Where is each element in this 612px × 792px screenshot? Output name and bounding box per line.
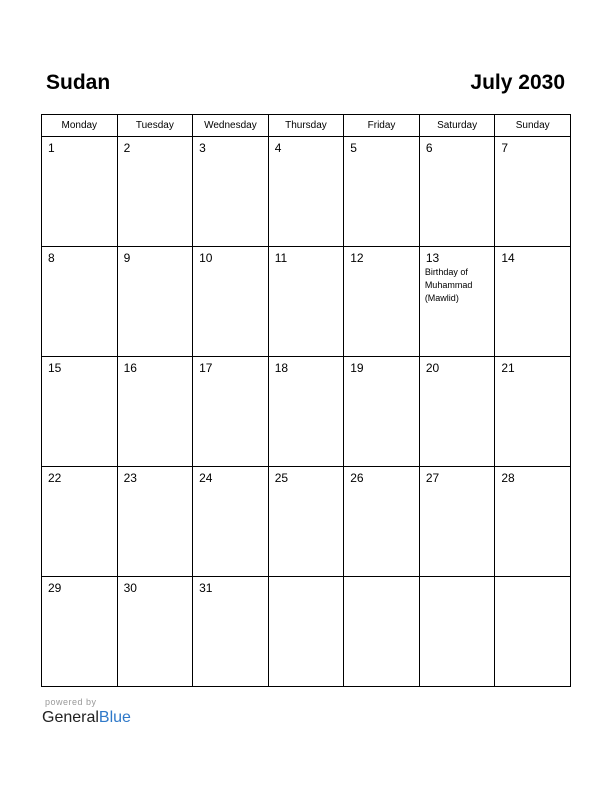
day-number: 9 xyxy=(123,251,131,265)
day-number xyxy=(269,577,344,581)
weekday-header: Friday xyxy=(344,115,420,137)
day-number xyxy=(344,577,419,581)
day-number: 16 xyxy=(123,361,137,375)
country-title: Sudan xyxy=(46,71,111,94)
day-number: 13 xyxy=(425,251,440,265)
day-cell xyxy=(117,137,193,247)
day-number: 23 xyxy=(123,471,137,485)
day-cell xyxy=(419,137,495,247)
day-cell xyxy=(344,577,420,687)
day-number: 2 xyxy=(123,141,131,155)
day-number: 22 xyxy=(48,471,62,485)
day-number: 17 xyxy=(199,361,213,375)
day-cell xyxy=(495,247,571,357)
day-number: 7 xyxy=(501,141,509,155)
week-row xyxy=(42,357,571,467)
day-cell xyxy=(193,137,269,247)
powered-by-text: powered by xyxy=(45,697,97,707)
holiday-label: Birthday of Muhammad (Mawlid) xyxy=(424,267,473,303)
week-row xyxy=(42,247,571,357)
day-cell xyxy=(344,247,420,357)
day-number xyxy=(420,577,495,581)
day-cell xyxy=(193,577,269,687)
weekday-header: Monday xyxy=(42,115,118,137)
weekday-header: Sunday xyxy=(495,115,571,137)
day-cell xyxy=(268,467,344,577)
day-cell xyxy=(193,357,269,467)
day-number: 4 xyxy=(274,141,282,155)
calendar-grid xyxy=(41,114,571,687)
day-number: 24 xyxy=(199,471,213,485)
day-number: 30 xyxy=(123,581,137,595)
week-row xyxy=(42,467,571,577)
weekday-header: Tuesday xyxy=(117,115,193,137)
day-number: 20 xyxy=(425,361,440,375)
day-number: 19 xyxy=(350,361,364,375)
day-number: 5 xyxy=(350,141,357,155)
day-number: 18 xyxy=(274,361,289,375)
day-cell xyxy=(42,137,118,247)
day-number: 31 xyxy=(199,581,213,595)
day-number: 21 xyxy=(501,361,515,375)
day-number: 28 xyxy=(501,471,515,485)
day-number: 27 xyxy=(425,471,440,485)
weekday-header: Wednesday xyxy=(193,115,269,137)
day-cell xyxy=(42,357,118,467)
day-cell xyxy=(117,577,193,687)
day-cell xyxy=(193,467,269,577)
day-cell xyxy=(117,467,193,577)
day-cell xyxy=(495,467,571,577)
month-title: July 2030 xyxy=(470,71,565,94)
weekday-header: Saturday xyxy=(419,115,495,137)
day-cell xyxy=(268,137,344,247)
weekday-header: Thursday xyxy=(268,115,344,137)
day-cell xyxy=(42,247,118,357)
day-number: 12 xyxy=(350,251,364,265)
weekday-header-row xyxy=(42,115,571,137)
day-cell xyxy=(419,577,495,687)
brand-logo[interactable] xyxy=(42,709,131,727)
day-cell xyxy=(42,467,118,577)
day-cell xyxy=(419,357,495,467)
day-cell xyxy=(495,357,571,467)
day-cell xyxy=(344,467,420,577)
day-number: 14 xyxy=(501,251,515,265)
footer xyxy=(42,697,131,727)
day-number: 10 xyxy=(199,251,213,265)
day-cell xyxy=(42,577,118,687)
day-cell xyxy=(117,247,193,357)
day-cell xyxy=(268,247,344,357)
week-row xyxy=(42,137,571,247)
day-cell xyxy=(268,357,344,467)
day-number: 25 xyxy=(274,471,289,485)
day-cell xyxy=(193,247,269,357)
day-cell xyxy=(344,137,420,247)
day-number: 6 xyxy=(425,141,433,155)
day-number: 15 xyxy=(48,361,62,375)
day-number: 8 xyxy=(48,251,55,265)
day-cell xyxy=(495,577,571,687)
day-number: 1 xyxy=(48,141,55,155)
brand-general: General xyxy=(42,709,99,726)
brand-blue: Blue xyxy=(98,709,131,726)
day-number: 26 xyxy=(350,471,364,485)
day-cell xyxy=(419,467,495,577)
day-cell xyxy=(495,137,571,247)
day-number: 11 xyxy=(274,251,288,265)
day-number: 29 xyxy=(48,581,62,595)
day-number xyxy=(495,577,570,581)
day-cell xyxy=(268,577,344,687)
day-cell xyxy=(344,357,420,467)
day-cell xyxy=(419,247,495,357)
week-row xyxy=(42,577,571,687)
day-cell xyxy=(117,357,193,467)
day-number: 3 xyxy=(199,141,206,155)
